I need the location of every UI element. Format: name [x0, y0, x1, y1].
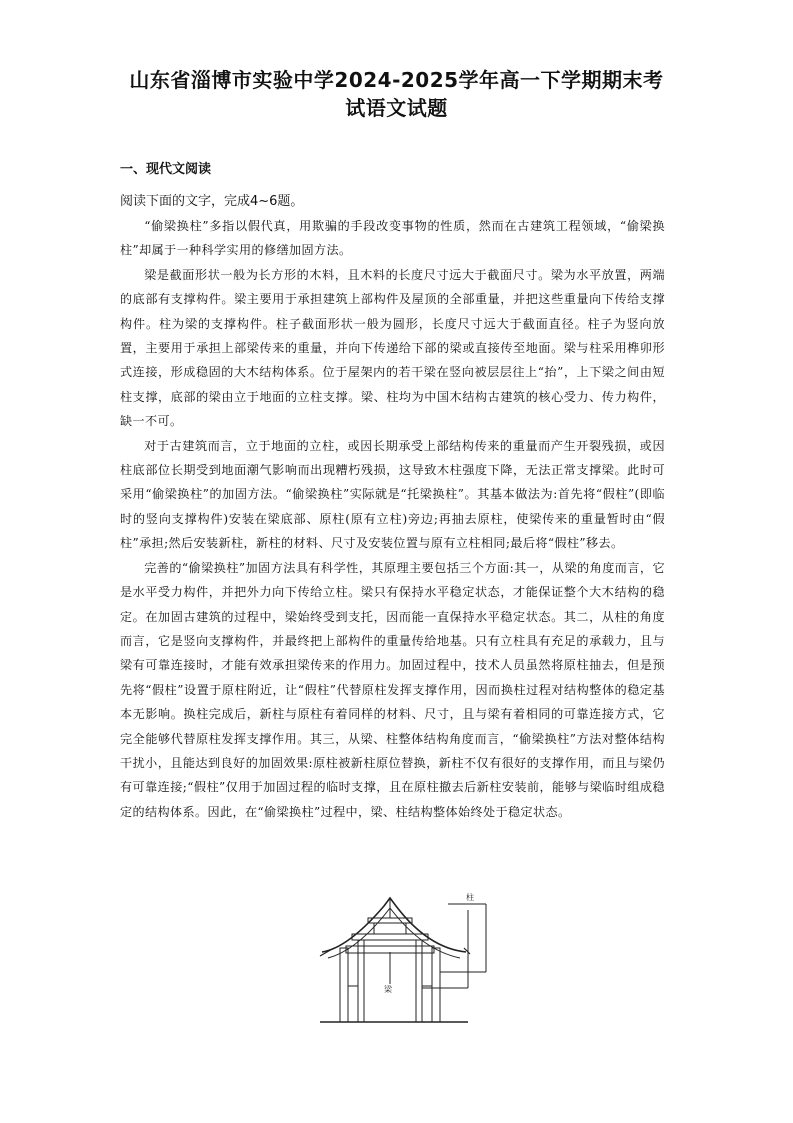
paragraph-2: 梁是截面形状一般为长方形的木料，且木料的长度尺寸远大于截面尺寸。梁为水平放置，两端的底部有支撑构件。梁主要用于承担建筑上部构件及屋顶的全部重量，并把这些重量向下传给支撑构件。柱为梁的支撑构件。柱子截面形状一般为圆形，长度尺寸远大于截面直径。柱子为竖向放置，主要用于承担上部梁传来的重量，并向下传递给下部的梁或直接传至地面。梁与柱采用榫卯形式连接，形成稳固的大木结构体系。位于屋架内的若干梁在竖向被层层往上“抬”，上下梁之间由短柱支撑，底部的梁由立于地面的立柱支撑。梁、柱均为中国木结构古建筑的核心受力、传力构件，缺一不可。 [120, 267, 665, 429]
document-title [100, 66, 693, 122]
beam-label: 梁 [384, 985, 392, 994]
paragraph-4: 完善的“偷梁换柱”加固方法具有科学性，其原理主要包括三个方面:其一，从梁的角度而言，它是水平受力构件，并把外力向下传给立柱。梁只有保持水平稳定状态，才能保证整个大木结构的稳定。在加固古建筑的过程中，梁始终受到支托，因而能一直保持水平稳定状态。其二，从柱的角度而言，它是竖向支撑构件，并最终把上部构件的重量传给地基。只有立柱具有充足的承载力，且与梁有可靠连接时，才能有效承担梁传来的作用力。加固过程中，技术人员虽然将原柱抽去，但是预先将“假柱”设置于原柱附近，让“假柱”代替原柱发挥支撑作用，因而换柱过程对结构整体的稳定基本无影响。换柱完成后，新柱与原柱有着同样的材料、尺寸，且与梁有着相同的可靠连接方式，它完全能够代替原柱发挥支撑作用。其三，从梁、柱整体结构角度而言，“偷梁换柱”方法对整体结构干扰小，且能达到良好的加固效果:原柱被新柱原位替换，新柱不仅有很好的支撑作用，而且与梁仍有可靠连接;“假柱”仅用于加固过程的临时支撑，且在原柱撤去后新柱安装前，能够与梁临时组成稳定的结构体系。因此，在“偷梁换柱”过程中，梁、柱结构整体始终处于稳定状态。 [120, 560, 665, 819]
paragraph-3: 对于古建筑而言，立于地面的立柱，或因长期承受上部结构传来的重量而产生开裂残损，或因柱底部位长期受到地面潮气影响而出现糟朽残损，这导致木柱强度下降，无法正常支撑梁。此时可采用“偷梁换柱”的加固方法。“偷梁换柱”实际就是“托梁换柱”。其基本做法为:首先将“假柱”(即临时的竖向支撑构件)安装在梁底部、原柱(原有立柱)旁边;再抽去原柱，使梁传来的重量暂时由“假柱”承担;然后安装新柱，新柱的材料、尺寸及安装位置与原有立柱相同;最后将“假柱”移去。 [120, 438, 665, 551]
section-heading: 一、现代文阅读 [120, 162, 212, 177]
title-line-1: 山东省淄博市实验中学2024-2025学年高一下学期期末考 [129, 68, 664, 92]
timber-frame-diagram [318, 888, 508, 1024]
column-label: 柱 [466, 893, 474, 902]
timber-frame-svg [318, 888, 508, 1024]
paragraph-1: “偷梁换柱”多指以假代真，用欺骗的手段改变事物的性质，然而在古建筑工程领域，“偷梁换柱”却属于一种科学实用的修缮加固方法。 [120, 219, 665, 258]
article-body [120, 214, 665, 824]
title-line-2: 试语文试题 [345, 96, 448, 120]
reading-instruction: 阅读下面的文字，完成4~6题。 [120, 194, 304, 209]
